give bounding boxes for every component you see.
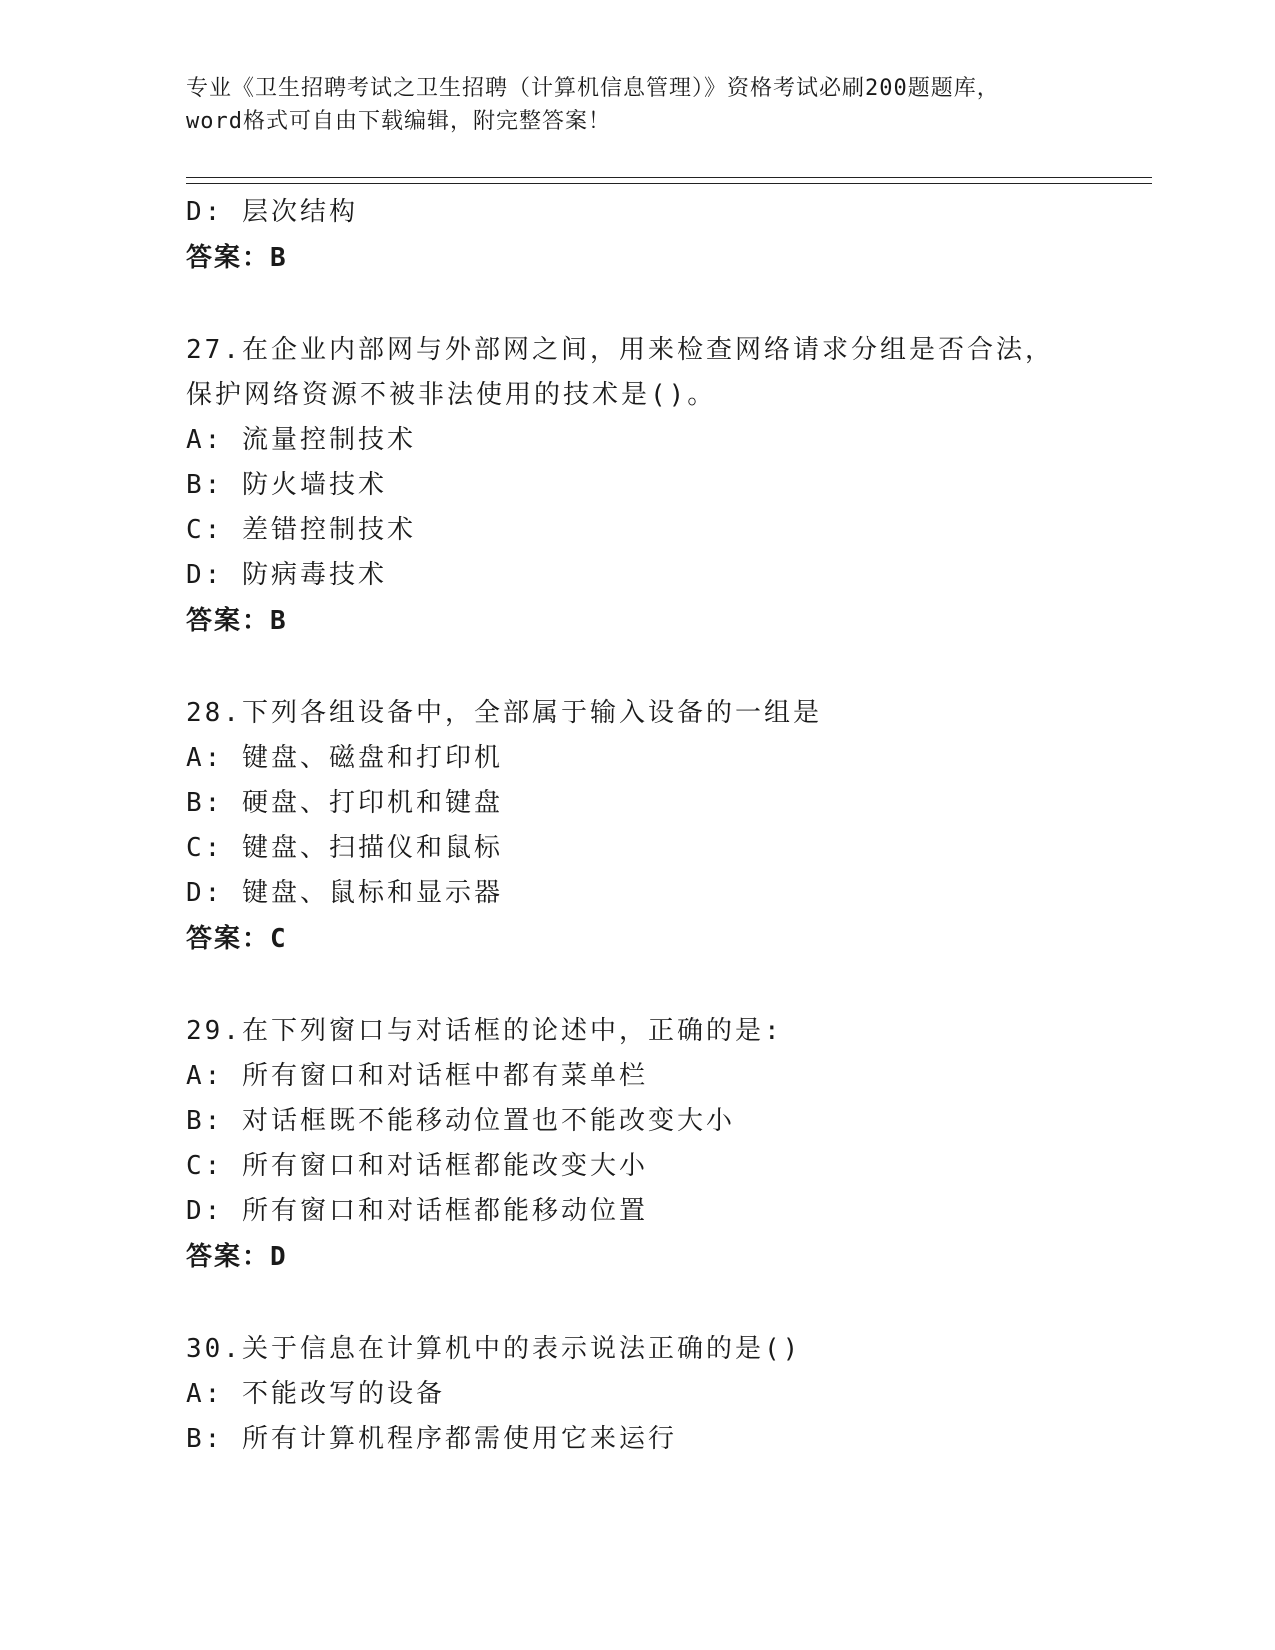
question-27 [186,328,1086,645]
spacer [186,1281,1086,1327]
option-d: D: 层次结构 [186,197,358,227]
header-divider-bottom [186,183,1152,184]
question-stem: 28.下列各组设备中，全部属于输入设备的一组是 [186,698,822,728]
spacer [186,282,1086,328]
header-title-line-1: 专业《卫生招聘考试之卫生招聘（计算机信息管理）》资格考试必刷200题题库， [186,76,1000,101]
question-stem: 30.关于信息在计算机中的表示说法正确的是() [186,1334,802,1364]
option-d: D: 所有窗口和对话框都能移动位置 [186,1196,648,1226]
option-a: A: 所有窗口和对话框中都有菜单栏 [186,1061,648,1091]
question-stem: 27.在企业内部网与外部网之间，用来检查网络请求分组是否合法，保护网络资源不被非法使用的技术是()。 [186,335,1054,410]
spacer [186,963,1086,1009]
option-a: A: 不能改写的设备 [186,1379,445,1409]
option-c: C: 差错控制技术 [186,515,416,545]
answer-line: 答案：B [186,243,288,273]
option-c: C: 键盘、扫描仪和鼠标 [186,833,503,863]
option-b: B: 硬盘、打印机和键盘 [186,788,503,818]
header-divider-top [186,177,1152,178]
option-b: B: 所有计算机程序都需使用它来运行 [186,1424,677,1454]
question-28 [186,691,1086,963]
document-header [186,72,1086,138]
answer-line: 答案：D [186,1242,288,1272]
option-d: D: 防病毒技术 [186,560,387,590]
option-d: D: 键盘、鼠标和显示器 [186,878,503,908]
question-29 [186,1009,1086,1281]
option-a: A: 键盘、磁盘和打印机 [186,743,503,773]
option-b: B: 防火墙技术 [186,470,387,500]
question-content [186,190,1086,1462]
previous-question-tail [186,190,1086,282]
question-30 [186,1327,1086,1462]
option-b: B: 对话框既不能移动位置也不能改变大小 [186,1106,735,1136]
answer-line: 答案：B [186,606,288,636]
option-a: A: 流量控制技术 [186,425,416,455]
answer-line: 答案：C [186,924,288,954]
option-c: C: 所有窗口和对话框都能改变大小 [186,1151,648,1181]
question-stem: 29.在下列窗口与对话框的论述中，正确的是: [186,1016,783,1046]
header-title-line-2: word格式可自由下载编辑，附完整答案！ [186,109,611,134]
spacer [186,645,1086,691]
